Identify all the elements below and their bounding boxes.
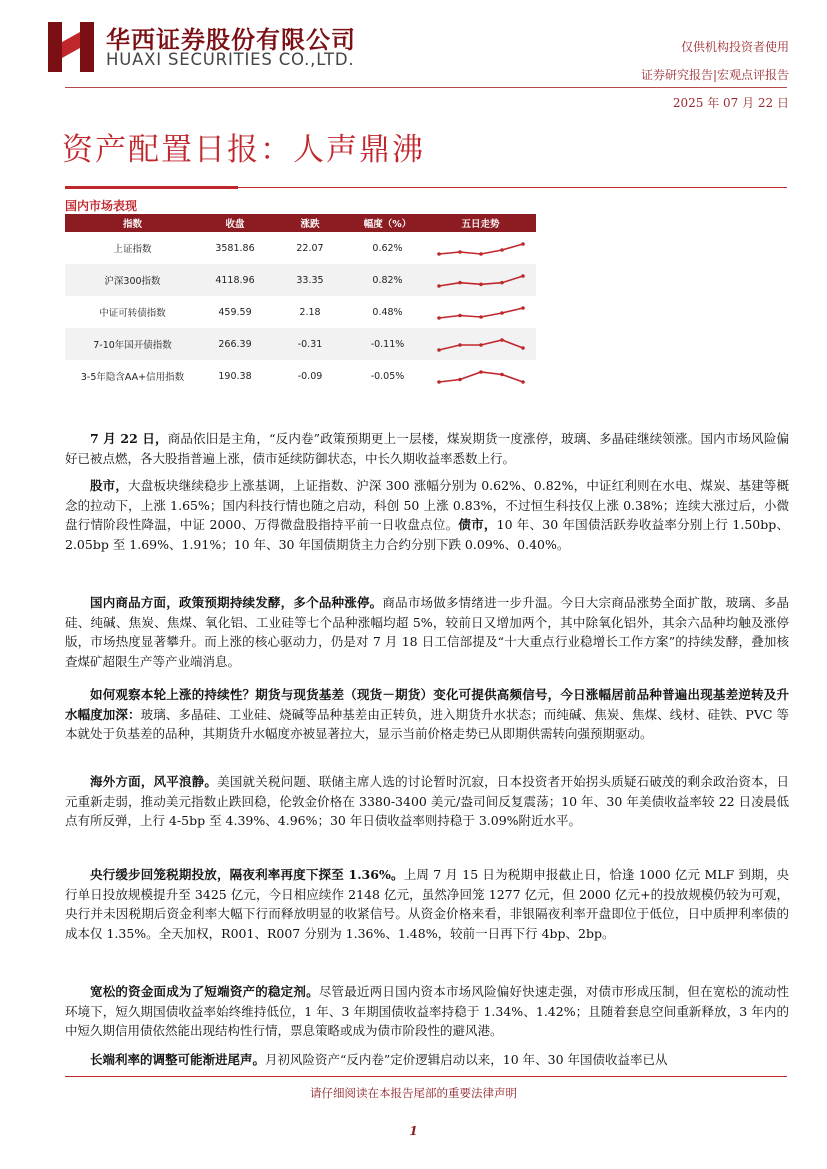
trend-sparkline [436, 238, 526, 258]
table-row [65, 264, 536, 296]
cell-close: 190.38 [218, 370, 252, 382]
section-divider [238, 187, 787, 188]
report-type: 证券研究报告|宏观点评报告 [640, 68, 789, 82]
paragraph-body: 上周 7 月 15 日为税期申报截止日，恰逢 1000 亿元 MLF 到期，央行单日投放规模提升至 3425 亿元，今日相应续作 2148 亿元，虽然净回笼 1277 亿元，但 2000 亿元+的投放规模仍较为可观，央行并未因税期后资金利率大幅下行而释放明显的收紧信号。从资金价格来看，非银隔夜利率开盘即位于低位，日中质押利率债的成本仅 1.35%。全天加权，R001、R007 分别为 1.36%、1.48%，较前一日再下行 4bp、2bp。 [65, 867, 789, 941]
paragraph-lead: 海外方面，风平浪静。 [90, 774, 218, 789]
cell-change: 22.07 [296, 242, 324, 254]
trend-point [458, 281, 462, 285]
cell-index-name: 3-5年隐含AA+信用指数 [80, 372, 185, 383]
cell-index-name: 沪深300指数 [65, 264, 200, 296]
trend-point [437, 252, 441, 256]
cell-change: 33.35 [270, 264, 350, 296]
legal-notice: 请仔细阅读在本报告尾部的重要法律声明 [310, 1086, 517, 1100]
paragraph-lead: 长端利率的调整可能渐进尾声。 [90, 1052, 266, 1067]
company-name-en: HUAXI SECURITIES CO.,LTD. [106, 50, 355, 69]
trend-point [521, 346, 525, 350]
paragraph-body: 尽管最近两日国内资本市场风险偏好快速走强，对债市形成压制，但在宽松的流动性环境下，短久期国债收益率始终维持低位，1 年、3 年期国债收益率持稳于 1.34%、1.42%；且随着套息空间重新释放，3 年内的中短久期信用债依然能出现结构性行情，票息策略或成为债市阶段性的避风港。 [65, 984, 789, 1038]
paragraph-stock-bond [65, 476, 789, 554]
section-title: 国内市场表现 [65, 199, 138, 213]
paragraph-lead-bond: 债市， [458, 517, 497, 532]
trend-point [521, 274, 525, 278]
cell-pct: -0.05% [370, 370, 405, 382]
cell-trend [425, 328, 536, 360]
table-row [65, 296, 536, 328]
paragraph-basis [65, 685, 789, 744]
cell-trend [425, 360, 536, 392]
cell-close: 4118.96 [200, 264, 270, 296]
cell-index-name: 7-10年国开债指数 [65, 328, 200, 360]
paragraph-body: 美国就关税问题、联储主席人选的讨论暂时沉寂，日本投资者开始拐头质疑石破茂的剩余政治资本，日元重新走弱，推动美元指数止跌回稳，伦敦金价格在 3380-3400 美元/盎司间反复震荡；10 年、30 年美债收益率较 22 日凌晨低点有所反弹，上行 4-5bp 至 4.39%、4.96%；30 年日债收益率则持稳于 3.09%附近水平。 [65, 774, 789, 828]
cell-pct: -0.11% [350, 328, 425, 360]
paragraph-body-bond: 10 年、30 年国债活跃券收益率分别上行 1.50bp、2.05bp 至 1.69%、1.91%；10 年、30 年国债期货主力合约分别下跌 0.09%、0.40%。 [65, 517, 789, 552]
cell-pct: 0.82% [350, 264, 425, 296]
company-name-cn: 华西证券股份有限公司 [106, 26, 356, 54]
trend-point [437, 380, 441, 384]
cell-index-name: 上证指数 [113, 244, 152, 255]
cell-trend [425, 264, 536, 296]
paragraph-lead: 国内商品方面，政策预期持续发酵，多个品种涨停。 [90, 595, 383, 610]
header-divider [65, 87, 787, 88]
cell-index-name: 中证可转债指数 [99, 308, 166, 319]
market-table [65, 214, 536, 392]
cell-change: 2.18 [299, 306, 321, 318]
trend-point [521, 380, 525, 384]
col-header-change: 涨跌 [270, 214, 350, 232]
trend-sparkline [436, 334, 526, 354]
cell-close: 266.39 [200, 328, 270, 360]
table-header-row [65, 214, 536, 232]
trend-point [500, 338, 504, 342]
paragraph-central-bank [65, 865, 789, 943]
trend-point [458, 314, 462, 318]
paragraph-liquidity [65, 982, 789, 1041]
trend-point [479, 315, 483, 319]
footer-divider [65, 1076, 787, 1077]
trend-point [437, 284, 441, 288]
trend-sparkline [436, 366, 526, 386]
trend-point [437, 348, 441, 352]
paragraph-body: 玻璃、多晶硅、工业硅、烧碱等品种基差由正转负，进入期货升水状态；而纯碱、焦炭、焦煤、线材、硅铁、PVC 等本就处于负基差的品种，其期货升水幅度亦被显著拉大，显示当前价格走势已从即期供需转向强预期驱动。 [65, 706, 789, 741]
col-header-index: 指数 [65, 214, 200, 232]
paragraph-body: 月初风险资产“反内卷”定价逻辑启动以来，10 年、30 年国债收益率已从 [265, 1052, 668, 1067]
cell-close: 459.59 [218, 306, 252, 318]
paragraph-body: 商品市场做多情绪进一步升温。今日大宗商品涨势全面扩散，玻璃、多晶硅、纯碱、焦炭、焦煤、氧化铝、工业硅等七个品种涨幅均超 5%，较前日又增加两个，其中除氧化铝外，其余六品种均触及涨停版，市场热度显著攀升。而上涨的核心驱动力，仍是对 7 月 18 日工信部提及“十大重点行业稳增长工作方案”的持续发酵，叠加核查煤矿超限生产等产业端消息。 [65, 595, 789, 669]
cell-trend [425, 232, 536, 264]
trend-point [500, 373, 504, 377]
cell-pct: 0.62% [372, 242, 403, 254]
trend-point [479, 252, 483, 256]
cell-change: -0.09 [297, 370, 323, 382]
huaxi-logo-icon [48, 22, 94, 72]
paragraph-body: 商品依旧是主角，“反内卷”政策预期更上一层楼，煤炭期货一度涨停，玻璃、多晶硅继续领涨。国内市场风险偏好已被点燃，各大股指普遍上涨，债市延续防御状态，中长久期收益率悉数上行。 [65, 431, 789, 466]
section-accent-bar [65, 186, 238, 189]
trend-point [458, 378, 462, 382]
col-header-close: 收盘 [200, 214, 270, 232]
paragraph-lead: 宽松的资金面成为了短端资产的稳定剂。 [90, 984, 319, 999]
cell-close: 3581.86 [215, 242, 255, 254]
paragraph-lead: 如何观察本轮上涨的持续性？期货与现货基差（现货－期货）变化可提供高频信号，今日涨幅居前品种普遍出现基差逆转及升水幅度加深： [65, 687, 789, 722]
cell-trend [425, 296, 536, 328]
paragraph-overseas [65, 772, 789, 831]
trend-point [521, 242, 525, 246]
trend-point [521, 306, 525, 310]
usage-note: 仅供机构投资者使用 [680, 40, 789, 54]
paragraph-lead: 股市， [90, 478, 129, 493]
cell-change: -0.31 [270, 328, 350, 360]
table-row [65, 360, 536, 392]
page-number: 1 [409, 1124, 418, 1138]
report-date: 2025 年 07 月 22 日 [672, 96, 789, 110]
cell-pct: 0.48% [372, 306, 403, 318]
trend-point [500, 281, 504, 285]
trend-point [479, 343, 483, 347]
trend-point [458, 343, 462, 347]
trend-sparkline [436, 302, 526, 322]
table-row [65, 232, 536, 264]
paragraph-long-rates [65, 1050, 789, 1072]
col-header-pct: 幅度（%） [350, 214, 425, 232]
paragraph-commodity [65, 593, 789, 671]
col-header-trend: 五日走势 [425, 214, 536, 232]
trend-point [479, 283, 483, 287]
trend-point [458, 250, 462, 254]
paragraph-lead: 央行缓步回笼税期投放，隔夜利率再度下探至 1.36%。 [90, 867, 404, 882]
trend-point [500, 311, 504, 315]
paragraph-summary [65, 429, 789, 468]
table-row [65, 328, 536, 360]
trend-point [437, 316, 441, 320]
report-title: 资产配置日报：人声鼎沸 [62, 132, 425, 168]
paragraph-lead: 7 月 22 日， [90, 431, 168, 446]
trend-point [479, 370, 483, 374]
trend-sparkline [436, 270, 526, 290]
paragraph-body: 大盘板块继续稳步上涨基调，上证指数、沪深 300 涨幅分别为 0.62%、0.82%，中证红利则在水电、煤炭、基建等概念的拉动下，上涨 1.65%；国内科技行情也随之启动，科创 50 上涨 0.83%，不过恒生科技仅上涨 0.38%；连续大涨过后，小微盘行情阶段性降温，中证 2000、万得微盘股指持平前一日收盘点位。 [65, 478, 789, 532]
trend-point [500, 248, 504, 252]
